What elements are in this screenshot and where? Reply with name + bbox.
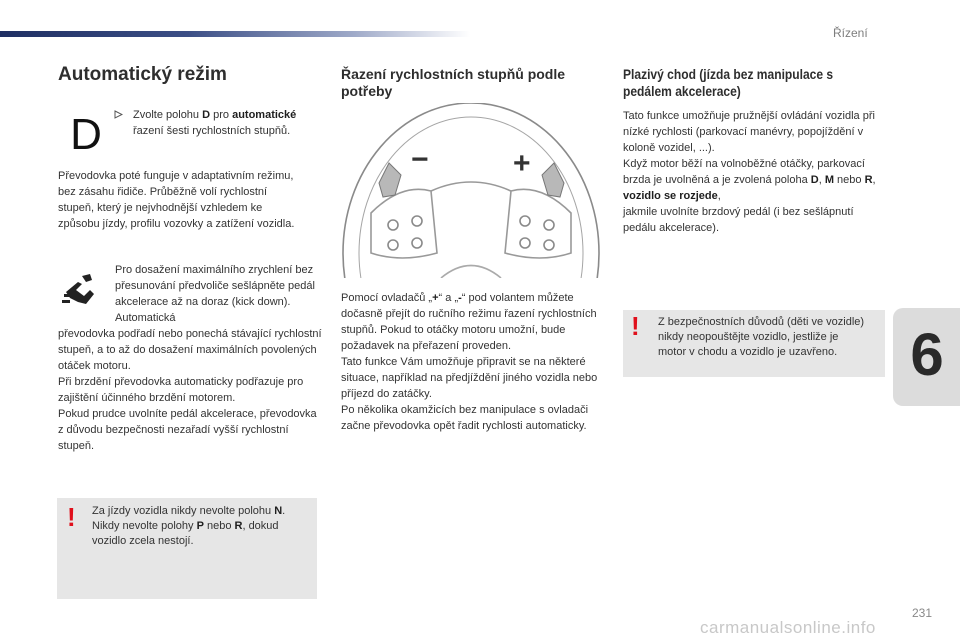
warning-icon: !	[631, 311, 640, 341]
paddle-plus-label: +	[513, 147, 531, 180]
watermark: carmanualsonline.info	[700, 618, 876, 637]
header-accent-bar	[0, 31, 470, 37]
page-number: 231	[912, 606, 933, 620]
gear-d-icon: D	[70, 110, 102, 159]
chapter-number: 6	[910, 321, 944, 388]
section-title-creep: Plazivý chod (jízda bez manipulace s pedálem akcelerace)	[623, 66, 834, 99]
d-instruction: Zvolte polohu D pro automatické řazení šesti rychlostních stupňů.	[133, 109, 297, 137]
section-title-manual: Řazení rychlostních stupňů podle potřeby	[341, 66, 566, 99]
paddle-minus-label: −	[411, 143, 429, 176]
warning-box-neutral	[57, 498, 317, 599]
paragraph-kickdown: převodovka podřadí nebo ponechá stávající rychlostní stupeň, a to až do dosažení maximálních povolených otáček motoru. Při brzdění převodovka automaticky podřazuje pro zajištění účinného brzdění motorem. Pokud prudce uvolníte pedál akcelerace, převodovka z důvodu bezpečnosti nezařadí vyšší rychlostní stupeň.	[58, 328, 322, 452]
steering-wheel-illustration	[341, 103, 602, 278]
warning-box-children	[623, 310, 885, 377]
page-title: Automatický režim	[58, 64, 227, 85]
paragraph-adaptive: Převodovka poté funguje v adaptativním režimu, bez zásahu řidiče. Průběžně volí rychlostní stupeň, který je nejvhodnější vzhledem ke způsobu jízdy, profilu vozovky a zatížení vozidla.	[58, 170, 295, 230]
warning-text: Za jízdy vozidla nikdy nevolte polohu N. Nikdy nevolte polohy P nebo R, dokud vozidlo zcela nestojí.	[92, 505, 286, 547]
paragraph-paddles: Pomocí ovladačů „+“ a „-“ pod volantem můžete dočasně přejít do ručního režimu řazení rychlostních stupňů. Pokud to otáčky motoru umožní, bude požadavek na přeřazení proveden. Tato funkce Vám umožňuje připravit se na některé situace, například na předjíždění jiného vozidla nebo příjezd do zatáčky. Po několika okamžicích bez manipulace s ovladači začne převodovka opět řadit rychlosti automaticky.	[341, 292, 598, 432]
paragraph-kickdown-intro: Pro dosažení maximálního zrychlení bez přesunování předvoliče sešlápněte pedál akcelerace až na doraz (kick down). Automatická	[115, 264, 315, 324]
kickdown-pedal-icon	[60, 270, 100, 310]
warning-icon: !	[67, 502, 76, 532]
warning-text: Z bezpečnostních důvodů (děti ve vozidle) nikdy neopouštějte vozidlo, jestliže je motor v chodu a vozidlo je uzavřeno.	[658, 316, 865, 358]
paragraph-creep: Tato funkce umožňuje pružnější ovládání vozidla při nízké rychlosti (parkovací manévry, popojíždění v koloně vozidel, ...). Když motor běží na volnoběžné otáčky, parkovací brzda je uvolněná a je zvolená poloha D, M nebo R, vozidlo se rozjede, jakmile uvolníte brzdový pedál (i bez sešlápnutí pedálu akcelerace).	[623, 110, 876, 234]
bullet-arrow-icon	[114, 110, 123, 121]
section-label: Řízení	[833, 26, 868, 40]
